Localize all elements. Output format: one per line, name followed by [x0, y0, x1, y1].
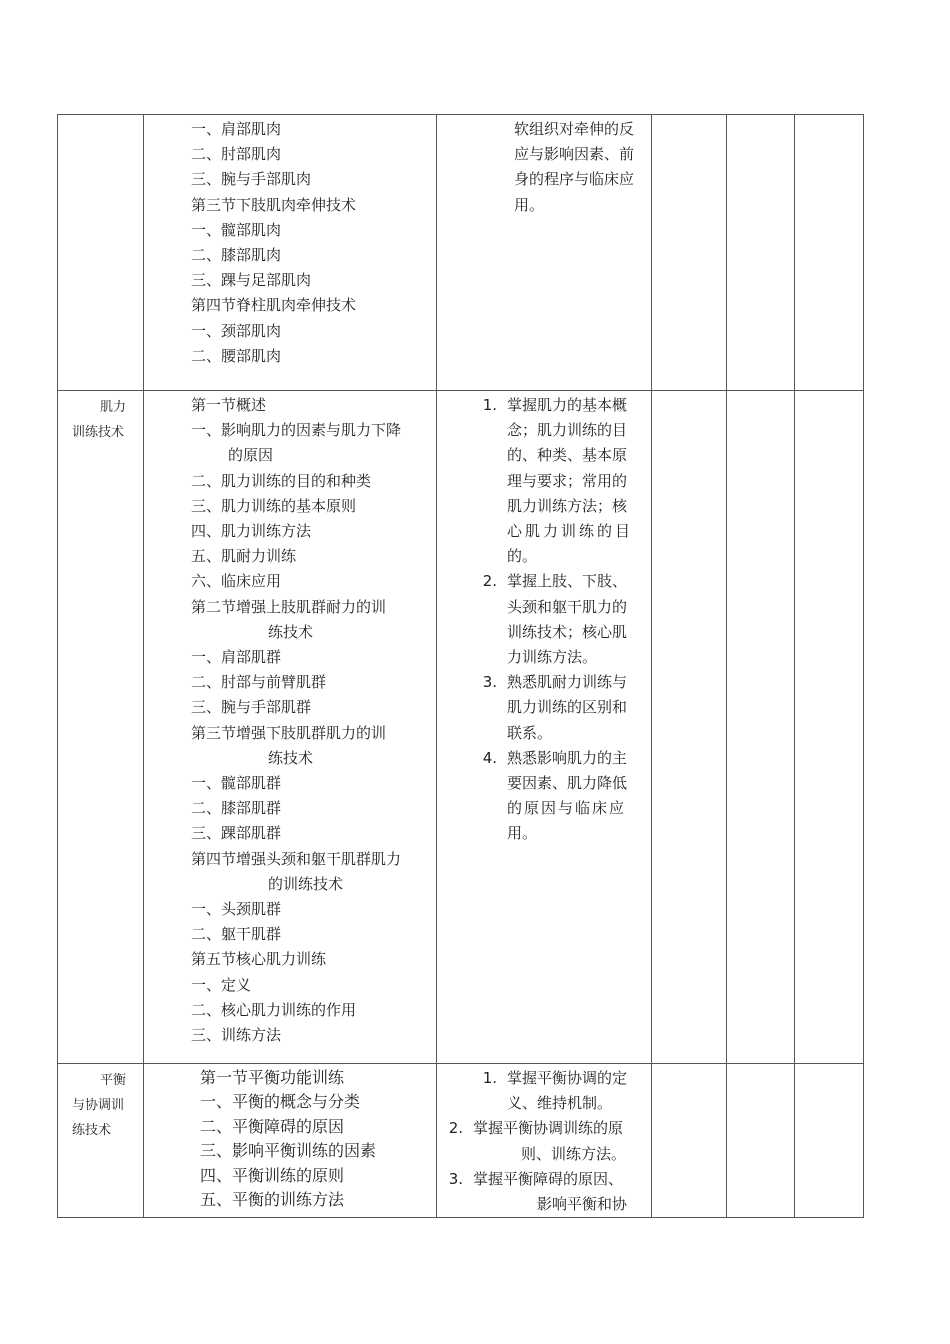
- content-line: 二、核心肌力训练的作用: [191, 1000, 357, 1019]
- requirement-line: 训练技术；核心肌: [507, 622, 628, 641]
- requirement-item: [437, 1066, 645, 1116]
- requirement-line: 熟悉影响肌力的主: [507, 748, 628, 767]
- requirement-line: 用。: [514, 195, 545, 214]
- content-line: 三、训练方法: [191, 1026, 282, 1045]
- content-line: 第四节脊柱肌肉牵伸技术: [191, 296, 357, 315]
- content-line: 二、躯干肌群: [191, 925, 282, 944]
- content-line: 一、影响肌力的因素与肌力下降: [191, 421, 402, 440]
- content-line: 第五节核心肌力训练: [191, 950, 327, 969]
- content-line: 一、肩部肌肉: [191, 120, 282, 138]
- requirement-line: 要因素、肌力降低: [507, 774, 628, 793]
- content-line: 三、腕与手部肌肉: [191, 170, 312, 189]
- category-label: 与协调训: [72, 1098, 125, 1113]
- content-line: 练技术: [268, 622, 314, 641]
- content-line: 一、髋部肌肉: [191, 220, 282, 239]
- content-line: 第三节下肢肌肉牵伸技术: [191, 195, 357, 214]
- requirements-cell: [437, 391, 652, 1064]
- table-row: [58, 1064, 864, 1218]
- content-line: 二、肘部与前臂肌群: [191, 673, 327, 692]
- content-line: 三、肌力训练的基本原则: [191, 496, 357, 515]
- requirement-line: 掌握平衡协调训练的原: [473, 1119, 624, 1138]
- content-cell: [144, 1064, 437, 1218]
- requirement-line: 软组织对牵伸的反: [514, 120, 635, 138]
- content-line: 四、肌力训练方法: [191, 522, 312, 541]
- content-line: 三、影响平衡训练的因素: [200, 1141, 377, 1161]
- requirement-line: 联系。: [507, 723, 553, 742]
- empty-cell: [652, 1064, 727, 1218]
- content-cell: [144, 115, 437, 391]
- requirement-number: 1.: [482, 396, 497, 414]
- content-line: 一、头颈肌群: [191, 900, 282, 919]
- requirement-item: [437, 569, 645, 670]
- empty-cell: [727, 115, 795, 391]
- requirements-cell: [437, 1064, 652, 1218]
- content-line: 的训练技术: [268, 874, 344, 893]
- empty-cell: [652, 391, 727, 1064]
- content-line: 二、肌力训练的目的和种类: [191, 471, 372, 490]
- requirement-item: [437, 1167, 645, 1217]
- requirement-item: [437, 393, 645, 569]
- requirement-line: 应与影响因素、前: [514, 145, 635, 164]
- content-line: 六、临床应用: [191, 572, 282, 591]
- table-row: [58, 391, 864, 1064]
- category-label: 练技术: [72, 1123, 112, 1138]
- empty-cell: [795, 1064, 864, 1218]
- empty-cell: [727, 391, 795, 1064]
- content-line: 第一节平衡功能训练: [200, 1068, 345, 1087]
- requirement-number: 3.: [448, 1169, 463, 1188]
- category-cell: [58, 1064, 144, 1218]
- content-line: 第一节概述: [191, 396, 267, 414]
- requirement-line: 用。: [507, 824, 538, 843]
- requirement-line: 掌握平衡协调的定: [507, 1069, 628, 1087]
- empty-cell: [652, 115, 727, 391]
- content-line: 二、腰部肌肉: [191, 346, 282, 365]
- requirement-line: 肌力训练的区别和: [507, 698, 628, 717]
- content-line: 二、平衡障碍的原因: [200, 1116, 345, 1136]
- requirement-line: 身的程序与临床应: [514, 170, 635, 189]
- requirement-line: 掌握平衡障碍的原因、: [473, 1169, 624, 1188]
- content-cell: [144, 391, 437, 1064]
- requirements-cell: [437, 115, 652, 391]
- content-line: 二、肘部肌肉: [191, 145, 282, 164]
- category-cell: [58, 115, 144, 391]
- content-line: 第四节增强头颈和躯干肌群肌力: [191, 849, 402, 868]
- content-line: 三、腕与手部肌群: [191, 698, 312, 717]
- requirement-line: 熟悉肌耐力训练与: [507, 673, 628, 692]
- requirement-line: 掌握肌力的基本概: [507, 396, 628, 414]
- table-row: [58, 115, 864, 391]
- requirement-line: 的原因与临床应: [507, 799, 627, 818]
- requirement-line: 力训练方法。: [507, 648, 598, 667]
- content-line: 二、膝部肌群: [191, 799, 282, 818]
- requirement-item: [437, 1116, 645, 1166]
- content-line: 第三节增强下肢肌群肌力的训: [191, 723, 387, 742]
- requirement-line: 的。: [507, 547, 538, 566]
- content-line: 一、肩部肌群: [191, 648, 282, 667]
- empty-cell: [727, 1064, 795, 1218]
- content-line: 三、踝部肌群: [191, 824, 282, 843]
- requirement-line: 肌力训练方法；核: [507, 496, 628, 515]
- empty-cell: [795, 391, 864, 1064]
- content-line: 一、髋部肌群: [191, 774, 282, 793]
- requirement-line: 头颈和躯干肌力的: [507, 597, 628, 616]
- content-line: 一、定义: [191, 975, 252, 994]
- category-label: 平衡: [100, 1073, 127, 1088]
- requirement-item: [437, 670, 645, 746]
- requirement-number: 4.: [482, 748, 497, 767]
- content-line: 一、颈部肌肉: [191, 321, 282, 340]
- content-line: 五、平衡的训练方法: [200, 1190, 345, 1210]
- requirement-line: 则、训练方法。: [521, 1144, 627, 1163]
- requirement-line: 影响平衡和协: [537, 1195, 628, 1214]
- content-line: 练技术: [268, 748, 314, 767]
- requirement-line: 掌握上肢、下肢、: [507, 572, 628, 591]
- requirement-number: 3.: [482, 673, 497, 692]
- content-line: 三、踝与足部肌肉: [191, 271, 312, 290]
- requirement-line: 念；肌力训练的目: [507, 421, 628, 440]
- requirement-line: 心肌力训练的目: [507, 522, 634, 541]
- content-line: 四、平衡训练的原则: [200, 1165, 345, 1185]
- category-label: 肌力: [100, 400, 127, 415]
- category-label: 训练技术: [72, 425, 125, 440]
- requirement-number: 2.: [448, 1119, 463, 1138]
- content-line: 第二节增强上肢肌群耐力的训: [191, 597, 387, 616]
- requirement-item: [437, 746, 645, 847]
- content-line: 二、膝部肌肉: [191, 246, 282, 265]
- content-line: 一、平衡的概念与分类: [200, 1092, 361, 1112]
- content-line: 五、肌耐力训练: [191, 547, 297, 566]
- syllabus-table: [57, 114, 864, 1218]
- empty-cell: [795, 115, 864, 391]
- requirement-line: 理与要求；常用的: [507, 471, 628, 490]
- content-line: 的原因: [228, 446, 274, 465]
- requirement-number: 1.: [482, 1069, 497, 1087]
- category-cell: [58, 391, 144, 1064]
- requirement-number: 2.: [482, 572, 497, 591]
- requirement-line: 的、种类、基本原: [507, 446, 628, 465]
- requirement-line: 义、维持机制。: [507, 1094, 613, 1113]
